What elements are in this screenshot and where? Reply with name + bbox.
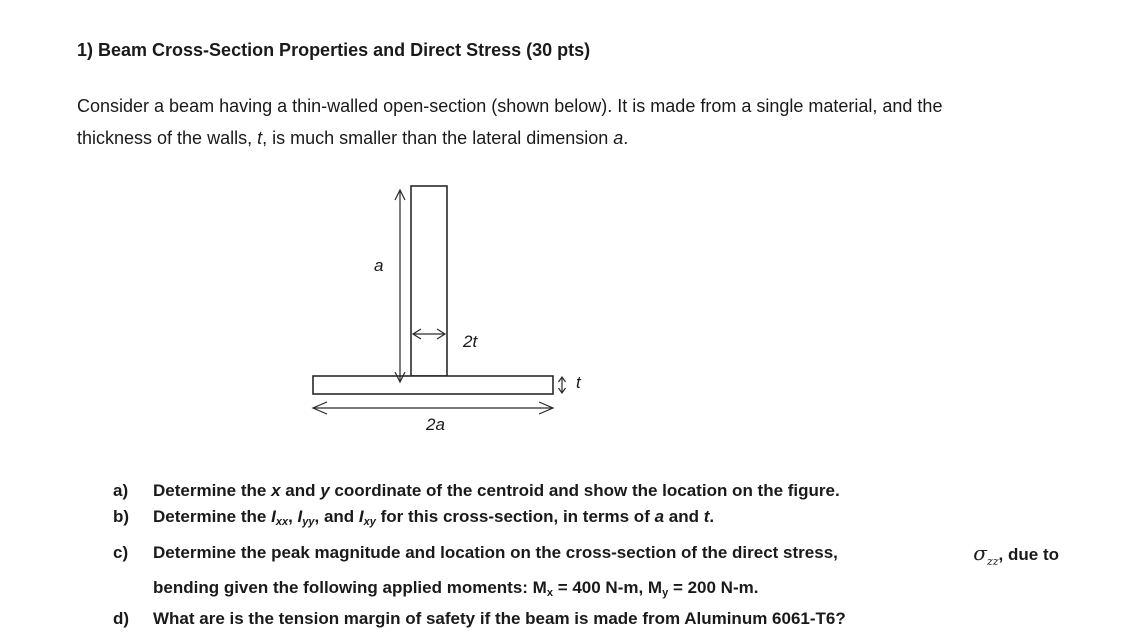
dimension-t: [559, 377, 566, 393]
problem-heading: 1) Beam Cross-Section Properties and Direct Stress (30 pts): [77, 40, 591, 60]
problem-intro: [77, 90, 1077, 154]
intro-line-2: thickness of the walls, t, is much smaller than the lateral dimension a.: [77, 128, 629, 148]
intro-line-1: Consider a beam having a thin-walled open-section (shown below). It is made from a single material, and the: [77, 96, 943, 116]
label-a: a: [374, 256, 384, 275]
question-c: [113, 540, 1073, 606]
question-d-text: What are is the tension margin of safety if the beam is made from Aluminum 6061-T6?: [153, 609, 846, 628]
question-a: [113, 478, 1073, 504]
question-c-letter: c): [113, 543, 129, 562]
flange-rect: [313, 376, 553, 394]
question-list: [113, 478, 1073, 632]
question-c-text: Determine the peak magnitude and location on the cross-section of the direct stress, $\sigma_{zz}$, due to bending given the following applied moments: $M_x = 400$ N-m, $M_y = 200$ N-m.: [153, 541, 1059, 599]
question-b-letter: b): [113, 507, 130, 526]
question-d: [113, 606, 1073, 632]
label-t: t: [576, 373, 581, 392]
label-2t: 2t: [463, 332, 478, 351]
web-rect: [411, 186, 447, 376]
question-b: [113, 504, 1073, 535]
cross-section-figure: [300, 178, 620, 448]
sigma-symbol: $\sigma_{zz}$: [973, 541, 999, 568]
question-b-text: Determine the $I_{xx}$, $I_{yy}$, and $I_{xy}$ for this cross-section, in terms of a and t.: [153, 507, 715, 528]
dimension-2a: [313, 402, 553, 414]
question-d-letter: d): [113, 609, 130, 628]
question-a-text: Determine the x and y coordinate of the centroid and show the location on the figure.: [153, 481, 840, 500]
label-2a: 2a: [426, 415, 445, 434]
question-a-letter: a): [113, 481, 129, 500]
dimension-a: [395, 190, 405, 382]
